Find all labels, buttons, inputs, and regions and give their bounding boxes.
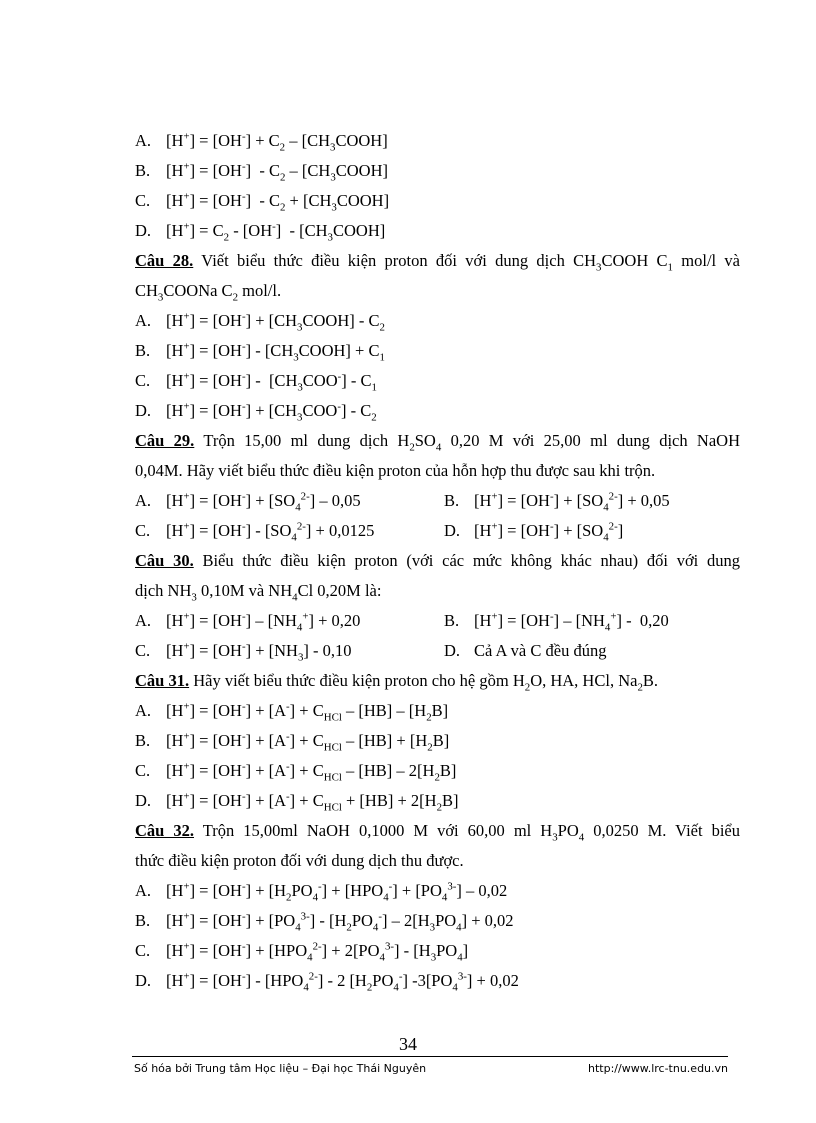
option-text: $[H^+] = [OH^-] - [CH_3COO^-] - C_1$ xyxy=(166,370,377,394)
option-text: Cả A và C đều đúng xyxy=(474,641,607,660)
document-body xyxy=(135,126,740,996)
option-text: $[H^+] = [OH^-] + [PO_4^{3-}] - [H_2PO_4^-] - 2[H_3PO_4] + 0,02$ xyxy=(166,910,514,934)
q29-option-b xyxy=(444,486,670,516)
q29-stem-line-2 xyxy=(135,456,740,486)
q28-stem-line-2 xyxy=(135,276,740,306)
q27-option-a xyxy=(135,126,740,156)
q29-heading: Câu 29. xyxy=(135,431,195,450)
option-label: C. xyxy=(135,371,151,390)
option-text: $[H^+] = [OH^-] - C_2$ + $[CH_3COOH]$ xyxy=(166,190,390,214)
option-text: $[H^+] = [OH^-] + [CH_3COO^-] - C_2$ xyxy=(166,400,377,424)
option-text: $[H^+] = [OH^-] - [SO_4^{2-}] + 0,0125$ xyxy=(166,520,375,544)
q30-option-b xyxy=(444,606,669,636)
option-label: A. xyxy=(135,701,152,720)
option-text: $[H^+] = [OH^-] + [A^-] + C_{HCl} + [HB] + 2[H_2B]$ xyxy=(166,790,459,814)
option-text: $[H^+] = [OH^-] + [H_2PO_4^-] + [HPO_4^-] + [PO_4^{3-}] - 0,02$ xyxy=(166,880,508,904)
q31-heading: Câu 31. xyxy=(135,671,190,690)
q28-stem-text-1: Viết biểu thức điều kiện proton đối với dung dịch $CH_3COOH$ $C_1$ mol/l và xyxy=(193,251,740,274)
q32-stem-text-1: Trộn 15,00ml NaOH 0,1000 M với 60,00 ml $H_3PO_4$ 0,0250 M. Viết biểu xyxy=(194,821,741,844)
q31-option-a xyxy=(135,696,740,726)
footer-divider xyxy=(132,1056,728,1057)
option-text: $[H^+] = [OH^-] - [HPO_4^{2-}] - 2$ $[H_2PO_4^-] -3[PO_4^{3-}] + 0,02$ xyxy=(166,970,519,994)
option-text: $[H^+] = [OH^-] - [NH_4^+] + 0,20$ xyxy=(166,610,361,634)
q32-stem-line-2 xyxy=(135,846,740,876)
q32-option-c xyxy=(135,936,740,966)
q29-option-d xyxy=(444,516,623,546)
q27-option-d xyxy=(135,216,740,246)
q31-option-d xyxy=(135,786,740,816)
q27-option-c xyxy=(135,186,740,216)
option-label: A. xyxy=(135,131,152,150)
option-label: C. xyxy=(135,521,151,540)
option-text: $[H^+] = [OH^-] + [A^-] + C_{HCl} - [HB] + [H_2B]$ xyxy=(166,730,450,754)
q29-option-a xyxy=(135,486,444,516)
option-text: $[H^+] = [OH^-] + [SO_4^{2-}] + 0,05$ xyxy=(474,490,670,514)
q32-stem-text-2: thức điều kiện proton đối với dung dịch thu được. xyxy=(135,851,464,870)
q32-stem-line-1 xyxy=(135,816,740,846)
option-label: C. xyxy=(135,941,151,960)
option-label: B. xyxy=(135,911,151,930)
page-number: 34 xyxy=(399,1034,417,1054)
q31-option-c xyxy=(135,756,740,786)
q30-heading: Câu 30. xyxy=(135,551,194,570)
option-label: D. xyxy=(135,401,152,420)
q27-option-b xyxy=(135,156,740,186)
option-label: B. xyxy=(135,731,151,750)
q30-option-a xyxy=(135,606,444,636)
option-label: D. xyxy=(135,791,152,810)
q32-heading: Câu 32. xyxy=(135,821,195,840)
option-text: $[H^+] = [OH^-] + [SO_4^{2-}]$ xyxy=(474,520,624,544)
q28-option-c xyxy=(135,366,740,396)
q29-stem-line-1 xyxy=(135,426,740,456)
q28-option-d xyxy=(135,396,740,426)
option-label: B. xyxy=(135,161,151,180)
option-label: D. xyxy=(135,971,152,990)
q30-stem-text-2: dịch $NH_3$ 0,10M và $NH_4Cl$ 0,20M là: xyxy=(135,581,382,604)
q28-stem-line-1 xyxy=(135,246,740,276)
option-label: D. xyxy=(135,221,152,240)
option-text: $[H^+] = [OH^-] - [NH_4^+] - 0,20$ xyxy=(474,610,669,634)
option-label: C. xyxy=(135,191,151,210)
option-label: C. xyxy=(135,761,151,780)
q32-option-a xyxy=(135,876,740,906)
q28-option-b xyxy=(135,336,740,366)
option-label: B. xyxy=(444,491,460,510)
q31-option-b xyxy=(135,726,740,756)
option-label: A. xyxy=(135,311,152,330)
q30-option-d xyxy=(444,636,606,666)
q30-option-c xyxy=(135,636,444,666)
option-text: $[H^+] = [OH^-] + [NH_3] - 0,10$ xyxy=(166,640,352,664)
q30-stem-line-2 xyxy=(135,576,740,606)
q31-stem-line-1 xyxy=(135,666,740,696)
q32-option-d xyxy=(135,966,740,996)
q31-stem-text-1: Hãy viết biểu thức điều kiện proton cho hệ gồm $H_2O$, HA, HCl, $Na_2B$. xyxy=(189,671,659,694)
option-text: $[H^+] = [OH^-] - C_2$ – $[CH_3COOH]$ xyxy=(166,160,388,184)
option-label: B. xyxy=(444,611,460,630)
q30-stem-text-1: Biểu thức điều kiện proton (với các mức không khác nhau) đối với dung xyxy=(193,551,740,570)
option-text: $[H^+] = [OH^-] + [A^-] + C_{HCl} - [HB] - [H_2B]$ xyxy=(166,700,449,724)
option-text: $[H^+] = [OH^-] + C_2$ – $[CH_3COOH]$ xyxy=(166,130,388,154)
q28-option-a xyxy=(135,306,740,336)
footer xyxy=(134,1061,728,1077)
q28-stem-text-2: $CH_3COONa$ $C_2$ mol/l. xyxy=(135,281,282,304)
q29-stem-text-2: 0,04M. Hãy viết biểu thức điều kiện proton của hỗn hợp thu được sau khi trộn. xyxy=(135,461,656,480)
q29-option-c xyxy=(135,516,444,546)
q29-options-row-2 xyxy=(135,516,740,546)
option-text: $[H^+] = [OH^-] + [CH_3COOH] - C_2$ xyxy=(166,310,385,334)
option-label: D. xyxy=(444,521,461,540)
option-text: $[H^+] = [OH^-] - [CH_3COOH] + C_1$ xyxy=(166,340,385,364)
option-label: B. xyxy=(135,341,151,360)
q30-stem-line-1 xyxy=(135,546,740,576)
option-text: $[H^+] = [OH^-] + [HPO_4^{2-}] + 2[PO_4^{3-}] - [H_3PO_4]$ xyxy=(166,940,469,964)
footer-source: Số hóa bởi Trung tâm Học liệu – Đại học Thái Nguyên xyxy=(134,1062,427,1075)
q28-heading: Câu 28. xyxy=(135,251,194,270)
q30-options-row-2 xyxy=(135,636,740,666)
option-text: $[H^+] = C_2 - [OH^-]$ - $[CH_3COOH]$ xyxy=(166,220,386,244)
option-text: $[H^+] = [OH^-] + [SO_4^{2-}] - 0,05$ xyxy=(166,490,361,514)
q30-options-row-1 xyxy=(135,606,740,636)
q29-stem-text-1: Trộn 15,00 ml dung dịch $H_2SO_4$ 0,20 M với 25,00 ml dung dịch NaOH xyxy=(194,431,741,454)
option-label: A. xyxy=(135,611,152,630)
option-label: A. xyxy=(135,881,152,900)
q32-option-b xyxy=(135,906,740,936)
option-label: C. xyxy=(135,641,151,660)
option-label: A. xyxy=(135,491,152,510)
q29-options-row-1 xyxy=(135,486,740,516)
footer-url: http://www.lrc-tnu.edu.vn xyxy=(588,1062,728,1075)
option-text: $[H^+] = [OH^-] + [A^-] + C_{HCl} - [HB] - 2[H_2B]$ xyxy=(166,760,457,784)
option-label: D. xyxy=(444,641,461,660)
